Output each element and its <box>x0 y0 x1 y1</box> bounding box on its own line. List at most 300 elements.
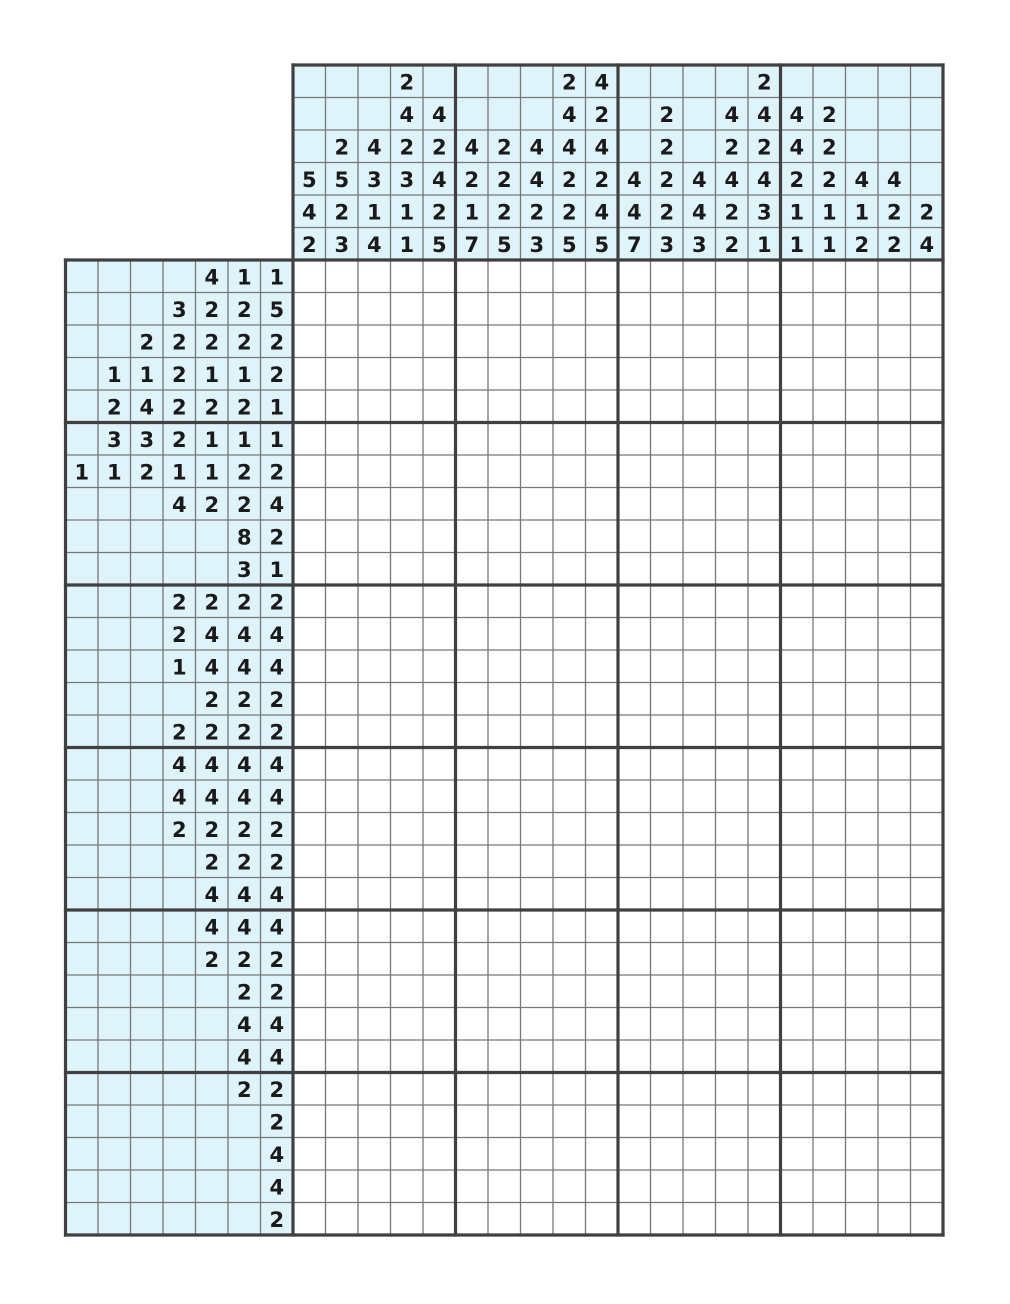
puzzle-cell[interactable] <box>553 748 586 781</box>
puzzle-cell[interactable] <box>878 1138 911 1171</box>
puzzle-cell[interactable] <box>488 1008 521 1041</box>
puzzle-cell[interactable] <box>748 325 781 358</box>
puzzle-cell[interactable] <box>846 1138 879 1171</box>
puzzle-cell[interactable] <box>423 260 456 293</box>
puzzle-cell[interactable] <box>748 1073 781 1106</box>
puzzle-cell[interactable] <box>553 553 586 586</box>
puzzle-cell[interactable] <box>488 780 521 813</box>
puzzle-cell[interactable] <box>586 423 619 456</box>
puzzle-cell[interactable] <box>911 585 944 618</box>
puzzle-cell[interactable] <box>293 585 326 618</box>
puzzle-cell[interactable] <box>846 845 879 878</box>
puzzle-cell[interactable] <box>618 455 651 488</box>
puzzle-cell[interactable] <box>358 423 391 456</box>
puzzle-cell[interactable] <box>326 878 359 911</box>
puzzle-cell[interactable] <box>846 260 879 293</box>
puzzle-cell[interactable] <box>326 780 359 813</box>
puzzle-cell[interactable] <box>358 585 391 618</box>
puzzle-cell[interactable] <box>716 358 749 391</box>
puzzle-cell[interactable] <box>683 748 716 781</box>
puzzle-cell[interactable] <box>618 1008 651 1041</box>
puzzle-cell[interactable] <box>651 748 684 781</box>
puzzle-cell[interactable] <box>391 455 424 488</box>
puzzle-cell[interactable] <box>358 293 391 326</box>
puzzle-cell[interactable] <box>553 1040 586 1073</box>
puzzle-cell[interactable] <box>651 390 684 423</box>
puzzle-cell[interactable] <box>781 1170 814 1203</box>
puzzle-cell[interactable] <box>748 260 781 293</box>
puzzle-cell[interactable] <box>293 748 326 781</box>
puzzle-cell[interactable] <box>358 260 391 293</box>
puzzle-cell[interactable] <box>586 585 619 618</box>
puzzle-cell[interactable] <box>326 845 359 878</box>
puzzle-cell[interactable] <box>781 813 814 846</box>
puzzle-cell[interactable] <box>586 813 619 846</box>
puzzle-cell[interactable] <box>813 1073 846 1106</box>
puzzle-cell[interactable] <box>748 553 781 586</box>
puzzle-cell[interactable] <box>521 650 554 683</box>
puzzle-cell[interactable] <box>391 325 424 358</box>
puzzle-cell[interactable] <box>781 748 814 781</box>
puzzle-cell[interactable] <box>326 325 359 358</box>
puzzle-cell[interactable] <box>716 1105 749 1138</box>
puzzle-cell[interactable] <box>358 683 391 716</box>
puzzle-cell[interactable] <box>618 358 651 391</box>
puzzle-cell[interactable] <box>553 975 586 1008</box>
puzzle-cell[interactable] <box>456 520 489 553</box>
puzzle-cell[interactable] <box>488 1040 521 1073</box>
puzzle-cell[interactable] <box>748 943 781 976</box>
puzzle-cell[interactable] <box>586 293 619 326</box>
puzzle-cell[interactable] <box>553 878 586 911</box>
puzzle-cell[interactable] <box>878 390 911 423</box>
puzzle-cell[interactable] <box>553 813 586 846</box>
puzzle-cell[interactable] <box>683 650 716 683</box>
puzzle-cell[interactable] <box>781 260 814 293</box>
puzzle-cell[interactable] <box>293 975 326 1008</box>
puzzle-cell[interactable] <box>781 1105 814 1138</box>
puzzle-cell[interactable] <box>781 975 814 1008</box>
puzzle-cell[interactable] <box>683 260 716 293</box>
puzzle-cell[interactable] <box>911 1008 944 1041</box>
puzzle-cell[interactable] <box>456 585 489 618</box>
puzzle-cell[interactable] <box>748 358 781 391</box>
puzzle-cell[interactable] <box>813 748 846 781</box>
puzzle-cell[interactable] <box>781 1040 814 1073</box>
puzzle-cell[interactable] <box>488 878 521 911</box>
puzzle-cell[interactable] <box>423 1105 456 1138</box>
puzzle-cell[interactable] <box>586 1040 619 1073</box>
puzzle-cell[interactable] <box>391 878 424 911</box>
puzzle-cell[interactable] <box>423 878 456 911</box>
puzzle-cell[interactable] <box>781 618 814 651</box>
puzzle-cell[interactable] <box>781 488 814 521</box>
puzzle-cell[interactable] <box>878 1203 911 1236</box>
puzzle-cell[interactable] <box>911 780 944 813</box>
puzzle-cell[interactable] <box>683 1138 716 1171</box>
puzzle-cell[interactable] <box>553 910 586 943</box>
puzzle-cell[interactable] <box>618 878 651 911</box>
puzzle-cell[interactable] <box>878 358 911 391</box>
puzzle-cell[interactable] <box>391 1138 424 1171</box>
puzzle-cell[interactable] <box>456 455 489 488</box>
puzzle-cell[interactable] <box>748 585 781 618</box>
puzzle-cell[interactable] <box>391 488 424 521</box>
puzzle-cell[interactable] <box>716 683 749 716</box>
puzzle-cell[interactable] <box>813 1008 846 1041</box>
puzzle-cell[interactable] <box>683 845 716 878</box>
puzzle-cell[interactable] <box>423 520 456 553</box>
puzzle-cell[interactable] <box>423 553 456 586</box>
puzzle-cell[interactable] <box>423 780 456 813</box>
puzzle-cell[interactable] <box>521 455 554 488</box>
puzzle-cell[interactable] <box>618 975 651 1008</box>
puzzle-cell[interactable] <box>683 878 716 911</box>
puzzle-cell[interactable] <box>618 325 651 358</box>
puzzle-cell[interactable] <box>456 1008 489 1041</box>
puzzle-cell[interactable] <box>521 1008 554 1041</box>
puzzle-cell[interactable] <box>716 423 749 456</box>
puzzle-cell[interactable] <box>683 1040 716 1073</box>
puzzle-cell[interactable] <box>456 488 489 521</box>
puzzle-cell[interactable] <box>488 1105 521 1138</box>
puzzle-cell[interactable] <box>716 488 749 521</box>
puzzle-cell[interactable] <box>781 1203 814 1236</box>
puzzle-cell[interactable] <box>781 1073 814 1106</box>
puzzle-cell[interactable] <box>618 390 651 423</box>
puzzle-cell[interactable] <box>911 715 944 748</box>
puzzle-cell[interactable] <box>521 1138 554 1171</box>
puzzle-cell[interactable] <box>846 780 879 813</box>
puzzle-cell[interactable] <box>423 1073 456 1106</box>
puzzle-cell[interactable] <box>651 553 684 586</box>
puzzle-cell[interactable] <box>878 1073 911 1106</box>
puzzle-cell[interactable] <box>521 878 554 911</box>
puzzle-cell[interactable] <box>553 390 586 423</box>
puzzle-cell[interactable] <box>553 423 586 456</box>
puzzle-cell[interactable] <box>553 683 586 716</box>
puzzle-cell[interactable] <box>423 390 456 423</box>
puzzle-cell[interactable] <box>716 1203 749 1236</box>
puzzle-cell[interactable] <box>846 390 879 423</box>
puzzle-cell[interactable] <box>911 325 944 358</box>
puzzle-cell[interactable] <box>911 455 944 488</box>
puzzle-cell[interactable] <box>293 423 326 456</box>
puzzle-cell[interactable] <box>586 780 619 813</box>
puzzle-cell[interactable] <box>423 423 456 456</box>
puzzle-cell[interactable] <box>813 813 846 846</box>
puzzle-cell[interactable] <box>683 553 716 586</box>
puzzle-cell[interactable] <box>326 553 359 586</box>
puzzle-cell[interactable] <box>651 845 684 878</box>
puzzle-cell[interactable] <box>488 1138 521 1171</box>
puzzle-cell[interactable] <box>391 293 424 326</box>
puzzle-cell[interactable] <box>423 683 456 716</box>
puzzle-cell[interactable] <box>716 553 749 586</box>
puzzle-cell[interactable] <box>391 943 424 976</box>
puzzle-cell[interactable] <box>911 1040 944 1073</box>
puzzle-cell[interactable] <box>521 423 554 456</box>
puzzle-cell[interactable] <box>488 910 521 943</box>
puzzle-cell[interactable] <box>423 1008 456 1041</box>
puzzle-cell[interactable] <box>326 455 359 488</box>
puzzle-cell[interactable] <box>878 683 911 716</box>
puzzle-cell[interactable] <box>911 650 944 683</box>
puzzle-cell[interactable] <box>651 260 684 293</box>
puzzle-cell[interactable] <box>326 650 359 683</box>
puzzle-cell[interactable] <box>488 455 521 488</box>
puzzle-cell[interactable] <box>293 1203 326 1236</box>
puzzle-cell[interactable] <box>423 1170 456 1203</box>
puzzle-cell[interactable] <box>846 358 879 391</box>
puzzle-cell[interactable] <box>846 585 879 618</box>
puzzle-cell[interactable] <box>456 910 489 943</box>
puzzle-cell[interactable] <box>716 618 749 651</box>
puzzle-cell[interactable] <box>293 1138 326 1171</box>
puzzle-cell[interactable] <box>391 910 424 943</box>
puzzle-cell[interactable] <box>521 975 554 1008</box>
puzzle-cell[interactable] <box>878 488 911 521</box>
puzzle-cell[interactable] <box>293 1105 326 1138</box>
puzzle-cell[interactable] <box>391 975 424 1008</box>
puzzle-cell[interactable] <box>326 358 359 391</box>
puzzle-cell[interactable] <box>553 1170 586 1203</box>
puzzle-cell[interactable] <box>748 1008 781 1041</box>
puzzle-cell[interactable] <box>748 390 781 423</box>
puzzle-cell[interactable] <box>748 618 781 651</box>
puzzle-cell[interactable] <box>553 1073 586 1106</box>
puzzle-cell[interactable] <box>781 455 814 488</box>
puzzle-cell[interactable] <box>651 520 684 553</box>
puzzle-cell[interactable] <box>651 650 684 683</box>
puzzle-cell[interactable] <box>748 683 781 716</box>
puzzle-cell[interactable] <box>878 748 911 781</box>
puzzle-cell[interactable] <box>586 358 619 391</box>
puzzle-cell[interactable] <box>358 845 391 878</box>
puzzle-cell[interactable] <box>456 813 489 846</box>
puzzle-cell[interactable] <box>846 293 879 326</box>
puzzle-cell[interactable] <box>293 715 326 748</box>
puzzle-cell[interactable] <box>326 1170 359 1203</box>
puzzle-cell[interactable] <box>911 1138 944 1171</box>
puzzle-cell[interactable] <box>911 845 944 878</box>
puzzle-cell[interactable] <box>423 943 456 976</box>
puzzle-cell[interactable] <box>683 488 716 521</box>
puzzle-cell[interactable] <box>716 325 749 358</box>
puzzle-cell[interactable] <box>391 650 424 683</box>
puzzle-cell[interactable] <box>846 1040 879 1073</box>
puzzle-cell[interactable] <box>878 975 911 1008</box>
puzzle-cell[interactable] <box>716 878 749 911</box>
puzzle-cell[interactable] <box>586 455 619 488</box>
puzzle-cell[interactable] <box>748 878 781 911</box>
puzzle-cell[interactable] <box>781 910 814 943</box>
puzzle-cell[interactable] <box>358 358 391 391</box>
puzzle-cell[interactable] <box>521 845 554 878</box>
puzzle-cell[interactable] <box>846 1170 879 1203</box>
puzzle-cell[interactable] <box>683 910 716 943</box>
puzzle-cell[interactable] <box>456 845 489 878</box>
puzzle-cell[interactable] <box>781 423 814 456</box>
puzzle-cell[interactable] <box>748 1138 781 1171</box>
puzzle-cell[interactable] <box>813 1040 846 1073</box>
puzzle-cell[interactable] <box>748 975 781 1008</box>
puzzle-cell[interactable] <box>586 1105 619 1138</box>
puzzle-cell[interactable] <box>846 520 879 553</box>
puzzle-cell[interactable] <box>521 553 554 586</box>
puzzle-cell[interactable] <box>651 1073 684 1106</box>
puzzle-cell[interactable] <box>488 618 521 651</box>
puzzle-cell[interactable] <box>553 780 586 813</box>
puzzle-cell[interactable] <box>391 423 424 456</box>
puzzle-cell[interactable] <box>423 1138 456 1171</box>
puzzle-cell[interactable] <box>911 553 944 586</box>
puzzle-cell[interactable] <box>813 293 846 326</box>
puzzle-cell[interactable] <box>716 293 749 326</box>
puzzle-cell[interactable] <box>391 683 424 716</box>
puzzle-cell[interactable] <box>456 683 489 716</box>
puzzle-cell[interactable] <box>683 1073 716 1106</box>
puzzle-cell[interactable] <box>878 715 911 748</box>
puzzle-cell[interactable] <box>456 293 489 326</box>
puzzle-cell[interactable] <box>586 1138 619 1171</box>
puzzle-cell[interactable] <box>651 618 684 651</box>
puzzle-cell[interactable] <box>391 813 424 846</box>
puzzle-cell[interactable] <box>618 488 651 521</box>
puzzle-cell[interactable] <box>488 943 521 976</box>
puzzle-cell[interactable] <box>423 455 456 488</box>
puzzle-cell[interactable] <box>878 553 911 586</box>
puzzle-cell[interactable] <box>878 585 911 618</box>
puzzle-cell[interactable] <box>618 1170 651 1203</box>
puzzle-cell[interactable] <box>521 715 554 748</box>
puzzle-cell[interactable] <box>553 650 586 683</box>
puzzle-cell[interactable] <box>813 1170 846 1203</box>
puzzle-cell[interactable] <box>651 943 684 976</box>
puzzle-cell[interactable] <box>293 1040 326 1073</box>
puzzle-cell[interactable] <box>911 1105 944 1138</box>
puzzle-cell[interactable] <box>293 488 326 521</box>
puzzle-cell[interactable] <box>683 1105 716 1138</box>
puzzle-cell[interactable] <box>651 585 684 618</box>
puzzle-cell[interactable] <box>293 358 326 391</box>
puzzle-cell[interactable] <box>846 975 879 1008</box>
puzzle-cell[interactable] <box>846 878 879 911</box>
puzzle-cell[interactable] <box>781 293 814 326</box>
puzzle-cell[interactable] <box>358 748 391 781</box>
puzzle-cell[interactable] <box>618 715 651 748</box>
puzzle-cell[interactable] <box>716 520 749 553</box>
puzzle-cell[interactable] <box>456 715 489 748</box>
puzzle-cell[interactable] <box>293 325 326 358</box>
puzzle-cell[interactable] <box>846 325 879 358</box>
puzzle-cell[interactable] <box>878 423 911 456</box>
puzzle-cell[interactable] <box>488 488 521 521</box>
puzzle-cell[interactable] <box>911 975 944 1008</box>
puzzle-cell[interactable] <box>651 293 684 326</box>
puzzle-cell[interactable] <box>521 1073 554 1106</box>
puzzle-cell[interactable] <box>488 390 521 423</box>
puzzle-cell[interactable] <box>521 325 554 358</box>
puzzle-cell[interactable] <box>358 650 391 683</box>
puzzle-cell[interactable] <box>651 325 684 358</box>
puzzle-cell[interactable] <box>423 748 456 781</box>
puzzle-cell[interactable] <box>391 358 424 391</box>
puzzle-cell[interactable] <box>651 1138 684 1171</box>
puzzle-cell[interactable] <box>293 845 326 878</box>
puzzle-cell[interactable] <box>293 520 326 553</box>
puzzle-cell[interactable] <box>293 878 326 911</box>
puzzle-cell[interactable] <box>488 553 521 586</box>
puzzle-cell[interactable] <box>911 618 944 651</box>
puzzle-cell[interactable] <box>878 943 911 976</box>
puzzle-cell[interactable] <box>391 1105 424 1138</box>
puzzle-cell[interactable] <box>456 1138 489 1171</box>
puzzle-cell[interactable] <box>293 1170 326 1203</box>
puzzle-cell[interactable] <box>683 618 716 651</box>
puzzle-cell[interactable] <box>586 715 619 748</box>
puzzle-cell[interactable] <box>878 878 911 911</box>
puzzle-cell[interactable] <box>813 845 846 878</box>
puzzle-cell[interactable] <box>391 585 424 618</box>
puzzle-cell[interactable] <box>488 423 521 456</box>
puzzle-cell[interactable] <box>813 1203 846 1236</box>
puzzle-cell[interactable] <box>586 1008 619 1041</box>
puzzle-cell[interactable] <box>488 975 521 1008</box>
puzzle-cell[interactable] <box>618 650 651 683</box>
puzzle-cell[interactable] <box>716 910 749 943</box>
puzzle-cell[interactable] <box>423 845 456 878</box>
puzzle-cell[interactable] <box>846 813 879 846</box>
puzzle-cell[interactable] <box>456 1203 489 1236</box>
puzzle-cell[interactable] <box>553 1138 586 1171</box>
puzzle-cell[interactable] <box>326 585 359 618</box>
puzzle-cell[interactable] <box>813 585 846 618</box>
puzzle-cell[interactable] <box>293 780 326 813</box>
puzzle-cell[interactable] <box>716 1073 749 1106</box>
puzzle-cell[interactable] <box>521 683 554 716</box>
puzzle-cell[interactable] <box>293 943 326 976</box>
puzzle-cell[interactable] <box>553 1105 586 1138</box>
puzzle-cell[interactable] <box>813 943 846 976</box>
puzzle-cell[interactable] <box>878 1008 911 1041</box>
puzzle-cell[interactable] <box>391 390 424 423</box>
puzzle-cell[interactable] <box>586 390 619 423</box>
puzzle-cell[interactable] <box>326 910 359 943</box>
puzzle-cell[interactable] <box>456 260 489 293</box>
puzzle-cell[interactable] <box>586 618 619 651</box>
puzzle-cell[interactable] <box>683 585 716 618</box>
puzzle-cell[interactable] <box>651 780 684 813</box>
puzzle-cell[interactable] <box>326 748 359 781</box>
puzzle-cell[interactable] <box>488 748 521 781</box>
puzzle-cell[interactable] <box>488 358 521 391</box>
puzzle-cell[interactable] <box>911 293 944 326</box>
puzzle-cell[interactable] <box>358 1073 391 1106</box>
puzzle-cell[interactable] <box>748 1203 781 1236</box>
puzzle-cell[interactable] <box>618 293 651 326</box>
puzzle-cell[interactable] <box>521 910 554 943</box>
puzzle-cell[interactable] <box>683 358 716 391</box>
puzzle-cell[interactable] <box>293 553 326 586</box>
puzzle-cell[interactable] <box>651 1040 684 1073</box>
puzzle-cell[interactable] <box>748 845 781 878</box>
puzzle-cell[interactable] <box>521 358 554 391</box>
puzzle-cell[interactable] <box>423 975 456 1008</box>
puzzle-cell[interactable] <box>781 650 814 683</box>
puzzle-cell[interactable] <box>651 1170 684 1203</box>
puzzle-cell[interactable] <box>488 1170 521 1203</box>
